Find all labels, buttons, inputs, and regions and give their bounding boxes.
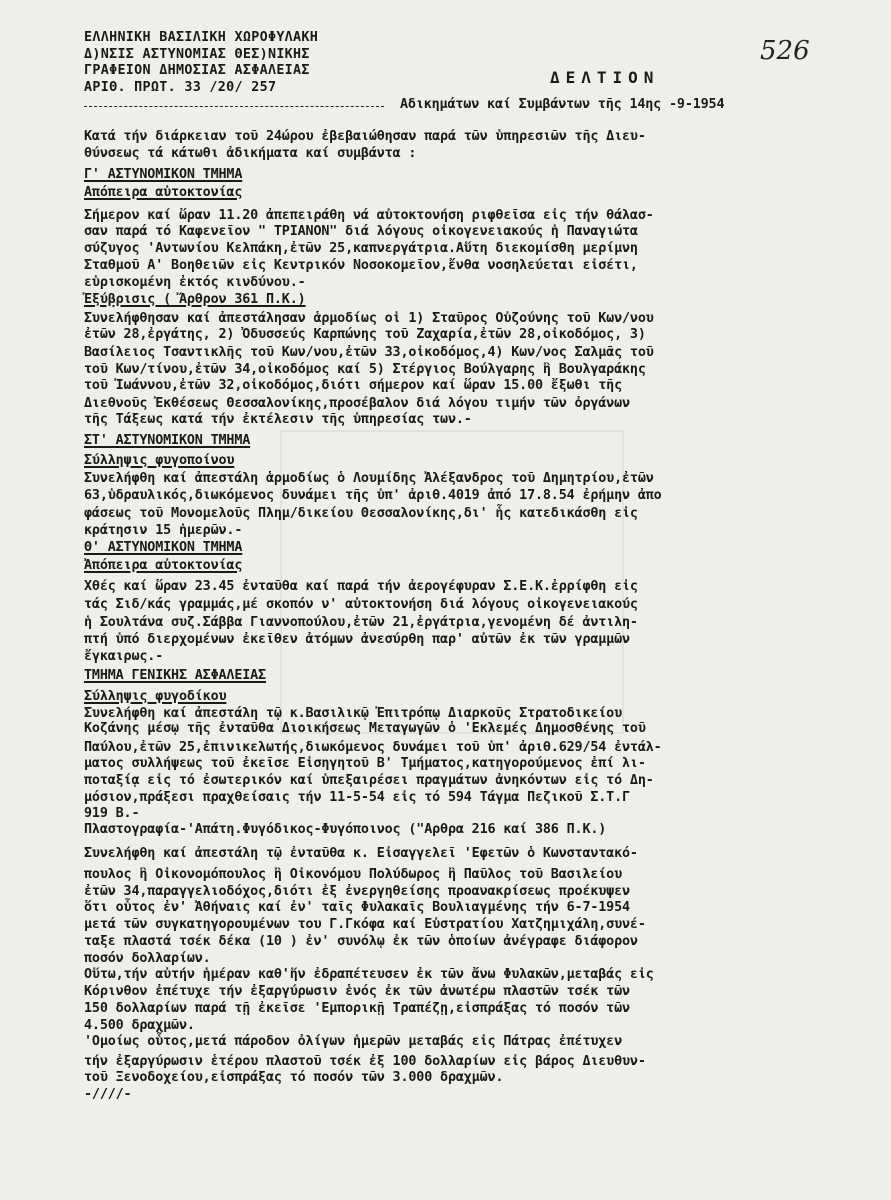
body-line: εὑρισκομένη ἐκτός κινδύνου.- — [84, 275, 306, 290]
handwritten-number: 526 — [760, 36, 810, 66]
body-line: ἐτῶν 28,ἐργάτης, 2) Ὀδυσσεύς Καρπώνης τοῦ Ζαχαρία,ἐτῶν 28,οἰκοδόμος, 3) — [84, 327, 646, 342]
body-line: τήν ἐξαργύρωσιν ἑτέρου πλαστοῦ τσέκ ἐξ 100 δολλαρίων εἰς βάρος Διευθυν- — [84, 1054, 646, 1069]
section-heading: Απόπειρα αὐτοκτονίας — [84, 185, 243, 200]
body-line: Κοζάνης μέσῳ τῆς ἐνταῦθα Διοικήσεως Μεταγωγῶν ὁ 'Εκλεμές Δημοσθένης τοῦ — [84, 721, 646, 736]
body-line: τάς Σιδ/κάς γραμμάς,μέ σκοπόν ν' αὐτοκτονήση διά λόγους οἰκογενειακούς — [84, 597, 638, 612]
document-subtitle: Αδικημάτων καί Συμβάντων τῆς 14ης -9-1954 — [400, 97, 725, 112]
body-line: τοῦ Κων/τίνου,ἐτῶν 34,οἰκοδόμος καί 5) Στέργιος Βούλγαρης ἢ Βουλγαράκης — [84, 362, 646, 377]
section-heading: Σύλληψις φυγοδίκου — [84, 689, 227, 704]
body-line: ματος συλλήψεως τοῦ ἐκεῖσε Εἰσηγητοῦ Β' Τμήματος,κατηγορούμενος ἐπί λι- — [84, 756, 646, 771]
body-line: 4.500 δραχμῶν. — [84, 1018, 195, 1033]
header-line-4: ΑΡΙΘ. ΠΡΩΤ. 33 /20/ 257 — [84, 80, 277, 95]
body-line: Συνελήφθησαν καί ἀπεστάλησαν ἁρμοδίως οἱ 1) Σταῦρος Οὐζούνης τοῦ Κων/νου — [84, 311, 654, 326]
body-line: Σήμερον καί ὥραν 11.20 ἀπεπειράθη νά αὐτοκτονήση ριφθεῖσα εἰς τήν θάλασ- — [84, 208, 654, 223]
body-line: Βασίλειος Τσαντικλῆς τοῦ Κων/νου,ἐτῶν 33,οἰκοδόμος,4) Κων/νος Σαλμᾶς τοῦ — [84, 345, 654, 360]
body-line: ἡ Σουλτάνα συζ.Σάββα Γιαννοπούλου,ἐτῶν 21,ἐργάτρια,γενομένη δέ ἀντιλη- — [84, 615, 638, 630]
section-heading: Θ' ΑΣΤΥΝΟΜΙΚΟΝ ΤΜΗΜΑ — [84, 540, 243, 555]
body-line: τοῦ Ἰωάννου,ἐτῶν 32,οἰκοδόμος,διότι σήμερον καί ὥραν 15.00 ἔξωθι τῆς — [84, 378, 623, 393]
body-line: 'Ομοίως οὗτος,μετά πάροδον ὀλίγων ἡμερῶν μεταβάς εἰς Πάτρας ἐπέτυχεν — [84, 1034, 623, 1049]
body-line: φάσεως τοῦ Μονομελοῦς Πλημ/δικείου Θεσσαλονίκης,δι' ἧς κατεδικάσθη εἰς — [84, 506, 638, 521]
body-line: Οὕτω,τήν αὐτήν ἡμέραν καθ'ἥν ἐδραπέτευσεν ἐκ τῶν ἄνω Φυλακῶν,μεταβάς εἰς — [84, 967, 654, 982]
body-line: Κατά τήν διάρκειαν τοῦ 24ώρου ἐβεβαιώθησαν παρά τῶν ὑπηρεσιῶν τῆς Διευ- — [84, 129, 646, 144]
body-line: πτή ὑπό διερχομένων ἐκεῖθεν ἀτόμων ἀνεσύρθη παρ' αὐτῶν ἐκ τῶν γραμμῶν — [84, 632, 630, 647]
body-line: Διεθνοῦς Ἐκθέσεως Θεσσαλονίκης,προσέβαλον διά λόγου τιμήν τῶν ὀργάνων — [84, 396, 630, 411]
document-title: ΔΕΛΤΙΟΝ — [550, 68, 660, 87]
body-line: ταξε πλαστά τσέκ δέκα (10 ) ἐν' συνόλῳ ἐκ τῶν ὁποίων ἀνέγραφε διάφορον — [84, 934, 638, 949]
body-line: θύνσεως τά κάτωθι ἀδικήματα καί συμβάντα : — [84, 146, 417, 161]
section-heading: ΣΤ' ΑΣΤΥΝΟΜΙΚΟΝ ΤΜΗΜΑ — [84, 433, 251, 448]
body-line: σαν παρά τό Καφενεῖον " ΤΡΙΑΝΟΝ" διά λόγους οἰκογενειακούς ἡ Παναγιώτα — [84, 224, 638, 239]
body-line: ποταξίᾳ εἰς τό ἐσωτερικόν καί ὑπεξαιρέσει πραγμάτων ἀνηκόντων εἰς τό Δη- — [84, 773, 654, 788]
body-line: τῆς Τάξεως κατά τήν ἐκτέλεσιν τῆς ὑπηρεσίας των.- — [84, 412, 472, 427]
header-line-3: ΓΡΑΦΕΙΟΝ ΔΗΜΟΣΙΑΣ ΑΣΦΑΛΕΙΑΣ — [84, 63, 310, 78]
body-line: μόσιον,πράξεσι πραχθείσαις τήν 11-5-54 εἰς τό 594 Τάγμα Πεζικοῦ Σ.Τ.Γ — [84, 790, 630, 805]
body-line: Συνελήφθη καί ἀπεστάλη τῷ ἐνταῦθα κ. Εἰσαγγελεῖ 'Εφετῶν ὁ Κωνσταντακό- — [84, 846, 638, 861]
body-line: τοῦ Ξενοδοχείου,εἰσπράξας τό ποσόν τῶν 3.000 δραχμῶν. — [84, 1070, 504, 1085]
header-line-1: ΕΛΛΗΝΙΚΗ ΒΑΣΙΛΙΚΗ ΧΩΡΟΦΥΛΑΚΗ — [84, 30, 319, 45]
body-line: Συνελήφθη καί ἀπεστάλη ἁρμοδίως ὁ Λουμίδης Ἀλέξανδρος τοῦ Δημητρίου,ἐτῶν — [84, 471, 654, 486]
body-line: Χθές καί ὥραν 23.45 ἐνταῦθα καί παρά τήν ἀερογέφυραν Σ.Ε.Κ.ἐρρίφθη εἰς — [84, 579, 638, 594]
body-line: ἐτῶν 34,παραγγελιοδόχος,διότι ἐξ ἐνεργηθείσης προανακρίσεως προέκυψεν — [84, 884, 630, 899]
body-line: -////- — [84, 1087, 132, 1102]
body-line: μετά τῶν συγκατηγορουμένων του Γ.Γκόφα καί Εὐστρατίου Χατζημιχάλη,συνέ- — [84, 917, 646, 932]
header-rule — [84, 106, 384, 107]
body-line: ὅτι οὗτος ἐν' Ἀθήναις καί ἐν' ταῖς Φυλακαῖς Βουλιαγμένης τήν 6-7-1954 — [84, 900, 630, 915]
body-line: ἔγκαιρως.- — [84, 649, 164, 664]
body-line: 150 δολλαρίων παρά τῇ ἐκεῖσε 'Εμπορικῇ Τραπέζῃ,εἰσπράξας τό ποσόν τῶν — [84, 1001, 630, 1016]
body-line: Σταθμοῦ Α' Βοηθειῶν εἰς Κεντρικόν Νοσοκομεῖον,ἔνθα νοσηλεύεται εἰσέτι, — [84, 258, 638, 273]
body-line: σύζυγος 'Αντωνίου Κελπάκη,ἐτῶν 25,καπνεργάτρια.Αὕτη διεκομίσθη μερίμνη — [84, 241, 638, 256]
section-heading: Ἀπόπειρα αὐτοκτονίας — [84, 558, 243, 573]
section-heading: Σύλληψις φυγοποίνου — [84, 453, 235, 468]
body-line: Συνελήφθη καί ἀπεστάλη τῷ κ.Βασιλικῷ Ἐπιτρόπῳ Διαρκοῦς Στρατοδικείου — [84, 706, 623, 721]
body-line: κράτησιν 15 ἡμερῶν.- — [84, 523, 243, 538]
section-heading: Ἐξύβρισις ( Ἄρθρον 361 Π.Κ.) — [84, 292, 306, 307]
section-heading: Γ' ΑΣΤΥΝΟΜΙΚΟΝ ΤΜΗΜΑ — [84, 167, 243, 182]
body-line: 919 Β.- — [84, 806, 140, 821]
body-line: Παύλου,ἐτῶν 25,ἐπινικελωτής,διωκόμενος δυνάμει τοῦ ὑπ' ἀριθ.629/54 ἐντάλ- — [84, 740, 662, 755]
body-line: Πλαστογραφία-'Απάτη.Φυγόδικος-Φυγόποινος ("Αρθρα 216 καί 386 Π.Κ.) — [84, 822, 607, 837]
header-line-2: Δ)ΝΣΙΣ ΑΣΤΥΝΟΜΙΑΣ ΘΕΣ)ΝΙΚΗΣ — [84, 47, 310, 62]
section-heading: ΤΜΗΜΑ ΓΕΝΙΚΗΣ ΑΣΦΑΛΕΙΑΣ — [84, 668, 266, 683]
body-line: 63,ὑδραυλικός,διωκόμενος δυνάμει τῆς ὑπ' ἀριθ.4019 ἀπό 17.8.54 ἐρήμην ἀπο — [84, 488, 662, 503]
body-line: πουλος ἢ Οἰκονομόπουλος ἢ Οἰκονόμου Πολύδωρος ἢ Παῦλος τοῦ Βασιλείου — [84, 867, 623, 882]
body-line: ποσόν δολλαρίων. — [84, 951, 211, 966]
body-line: Κόρινθον ἐπέτυχε τήν ἐξαργύρωσιν ἑνός ἐκ τῶν ἀνωτέρω πλαστῶν τσέκ τῶν — [84, 984, 630, 999]
